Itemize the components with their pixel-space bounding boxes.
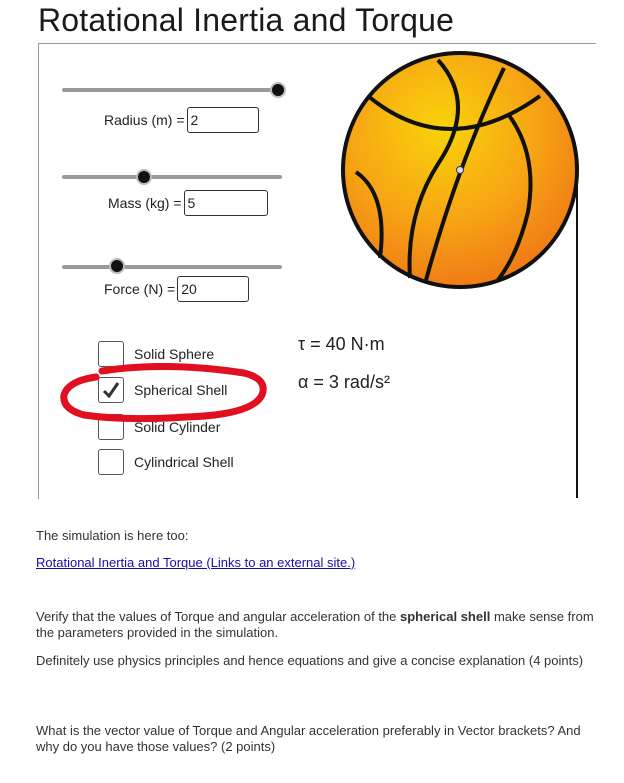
radius-label: Radius (m) = [104, 112, 185, 128]
mass-label: Mass (kg) = [108, 195, 182, 211]
force-slider-knob[interactable] [109, 258, 125, 274]
page-title: Rotational Inertia and Torque [38, 2, 455, 38]
mass-row [108, 190, 268, 216]
torque-readout: τ = 40 N·m [298, 334, 385, 354]
force-input[interactable] [177, 276, 249, 302]
mass-input[interactable] [184, 190, 268, 216]
cylindrical-shell-checkbox[interactable] [98, 449, 124, 475]
question-2: Definitely use physics principles and hence equations and give a concise explanation (4 points) [36, 653, 584, 668]
mass-slider-knob[interactable] [136, 169, 152, 185]
question-3: What is the vector value of Torque and Angular acceleration preferably in Vector brackets? And why do you have those values? (2 points) [36, 723, 581, 754]
intro-text: The simulation is here too: [36, 528, 189, 543]
solid-cylinder-label: Solid Cylinder [134, 419, 221, 435]
spherical-shell-label: Spherical Shell [134, 382, 228, 398]
simulation-link[interactable]: Rotational Inertia and Torque (Links to an external site.) [36, 555, 356, 570]
shape-option-cylindrical-shell[interactable] [98, 449, 234, 475]
force-label: Force (N) = [104, 281, 176, 297]
cylindrical-shell-label: Cylindrical Shell [134, 454, 234, 470]
question-1-part-2: make sense from the parameters provided in the simulation. [36, 609, 594, 640]
question-1-part-1: Verify that the values of Torque and angular acceleration of the [36, 609, 400, 624]
radius-row [104, 107, 259, 133]
angular-acceleration-readout: α = 3 rad/s² [298, 372, 390, 392]
question-1-bold: spherical shell [400, 609, 491, 624]
mass-slider-track[interactable] [62, 175, 282, 179]
radius-slider-track[interactable] [62, 88, 282, 92]
solid-sphere-label: Solid Sphere [134, 346, 215, 362]
red-circle-annotation [56, 363, 276, 433]
force-slider-track[interactable] [62, 265, 282, 269]
force-row [104, 276, 249, 302]
question-1 [36, 609, 596, 641]
radius-slider-knob[interactable] [270, 82, 286, 98]
basketball-image [328, 44, 588, 504]
radius-input[interactable] [187, 107, 259, 133]
